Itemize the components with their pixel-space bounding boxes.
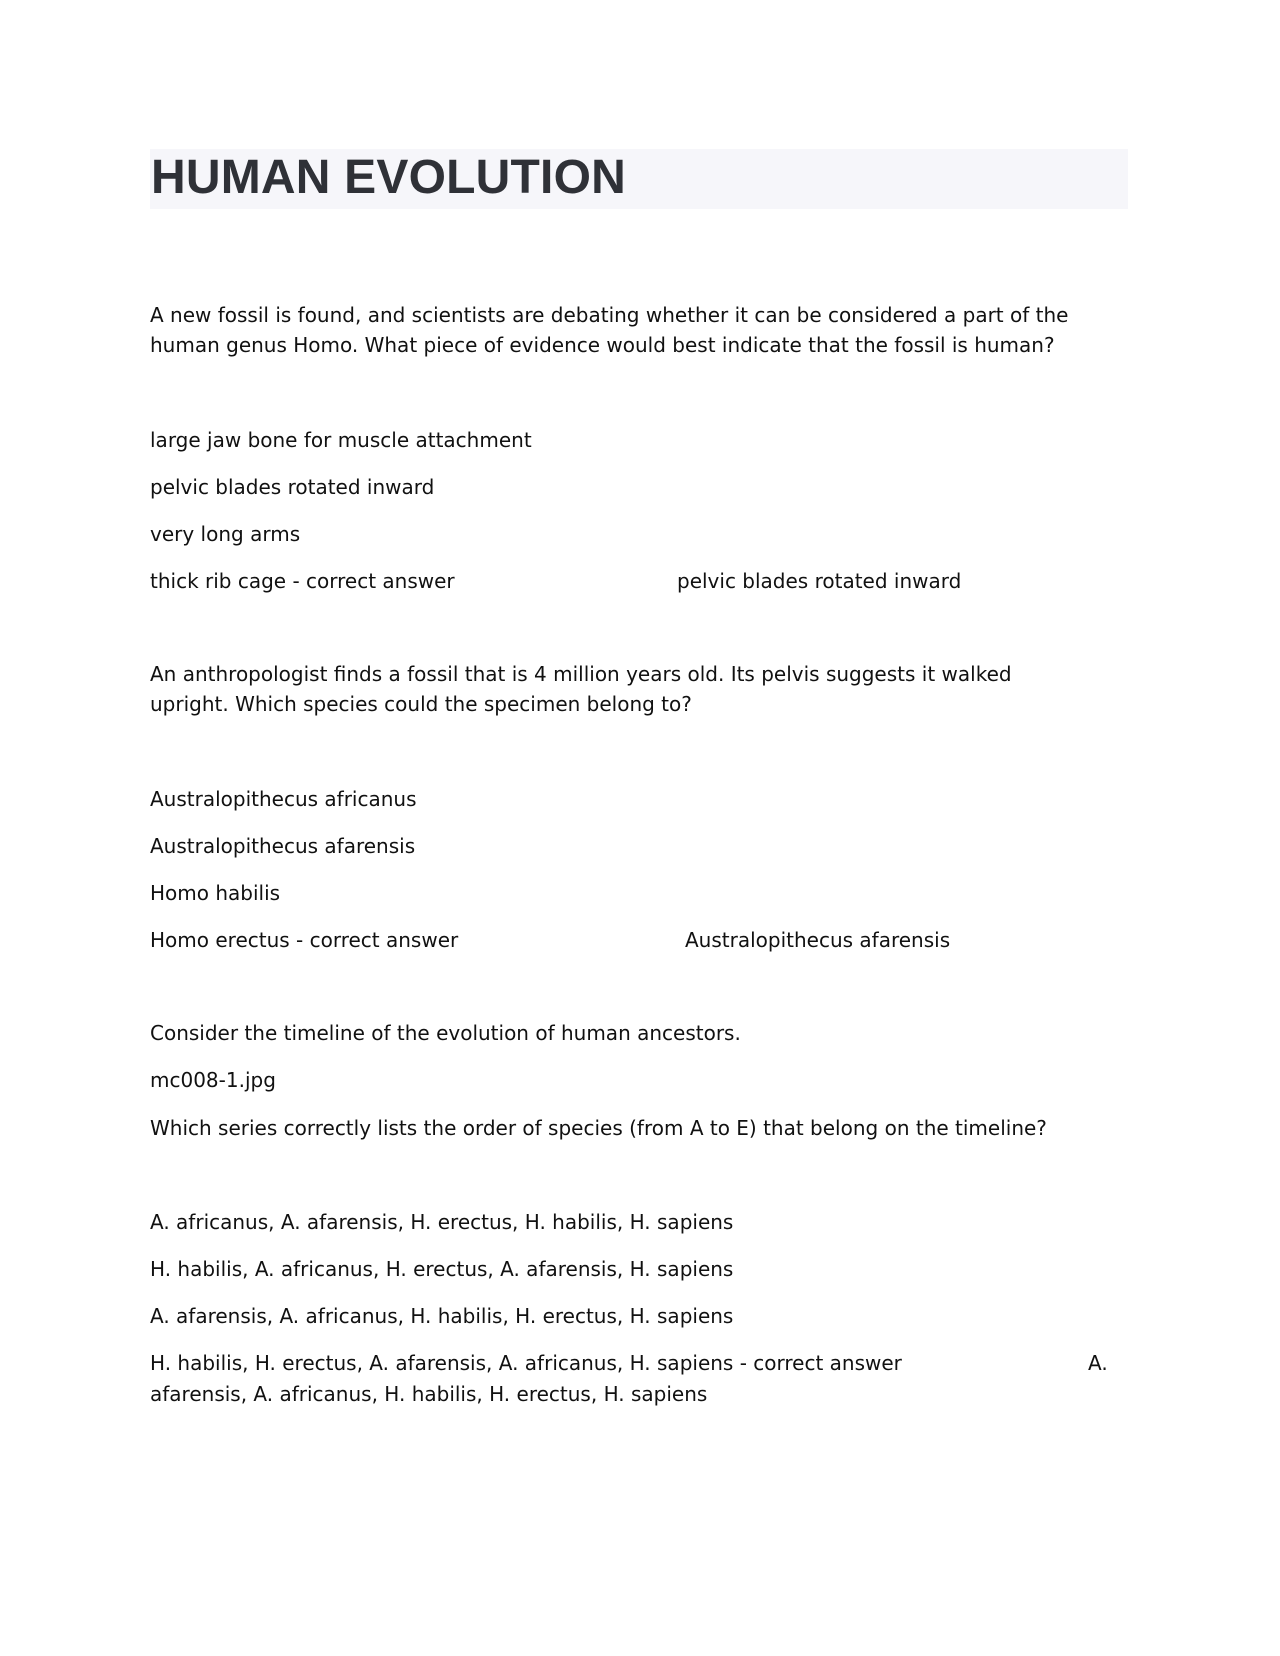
question-1-option-4: thick rib cage - correct answer: [150, 569, 455, 593]
question-3-option-3: A. afarensis, A. africanus, H. habilis, H. erectus, H. sapiens: [150, 1304, 734, 1328]
question-3-image-ref: mc008-1.jpg: [150, 1068, 276, 1092]
question-3-option-1: A. africanus, A. afarensis, H. erectus, H. habilis, H. sapiens: [150, 1210, 734, 1234]
question-3-option-2: H. habilis, A. africanus, H. erectus, A. afarensis, H. sapiens: [150, 1257, 734, 1281]
question-1-prompt: A new fossil is found, and scientists are debating whether it can be considered a part of the human genus Homo. What piece of evidence would best indicate that the fossil is human?: [150, 303, 1069, 357]
question-1-answer: pelvic blades rotated inward: [677, 569, 962, 593]
question-2-option-1: Australopithecus africanus: [150, 787, 417, 811]
question-1-option-2: pelvic blades rotated inward: [150, 475, 435, 499]
question-3-intro: Consider the timeline of the evolution of human ancestors.: [150, 1021, 741, 1045]
question-2-answer: Australopithecus afarensis: [685, 928, 951, 952]
question-3-prompt: Which series correctly lists the order of species (from A to E) that belong on the timeline?: [150, 1116, 1047, 1140]
question-1-option-1: large jaw bone for muscle attachment: [150, 428, 532, 452]
question-2-prompt: An anthropologist finds a fossil that is 4 million years old. Its pelvis suggests it walked upright. Which species could the specimen belong to?: [150, 662, 1012, 716]
question-2-option-3: Homo habilis: [150, 881, 281, 905]
question-1-option-3: very long arms: [150, 522, 301, 546]
question-2-option-2: Australopithecus afarensis: [150, 834, 416, 858]
document-title: HUMAN EVOLUTION: [151, 151, 626, 204]
question-3-answer-continued: afarensis, A. africanus, H. habilis, H. erectus, H. sapiens: [150, 1382, 708, 1406]
question-2-option-4: Homo erectus - correct answer: [150, 928, 459, 952]
question-3-option-4: H. habilis, H. erectus, A. afarensis, A. africanus, H. sapiens - correct answer: [150, 1351, 902, 1375]
question-3-answer-start: A.: [1088, 1351, 1108, 1375]
